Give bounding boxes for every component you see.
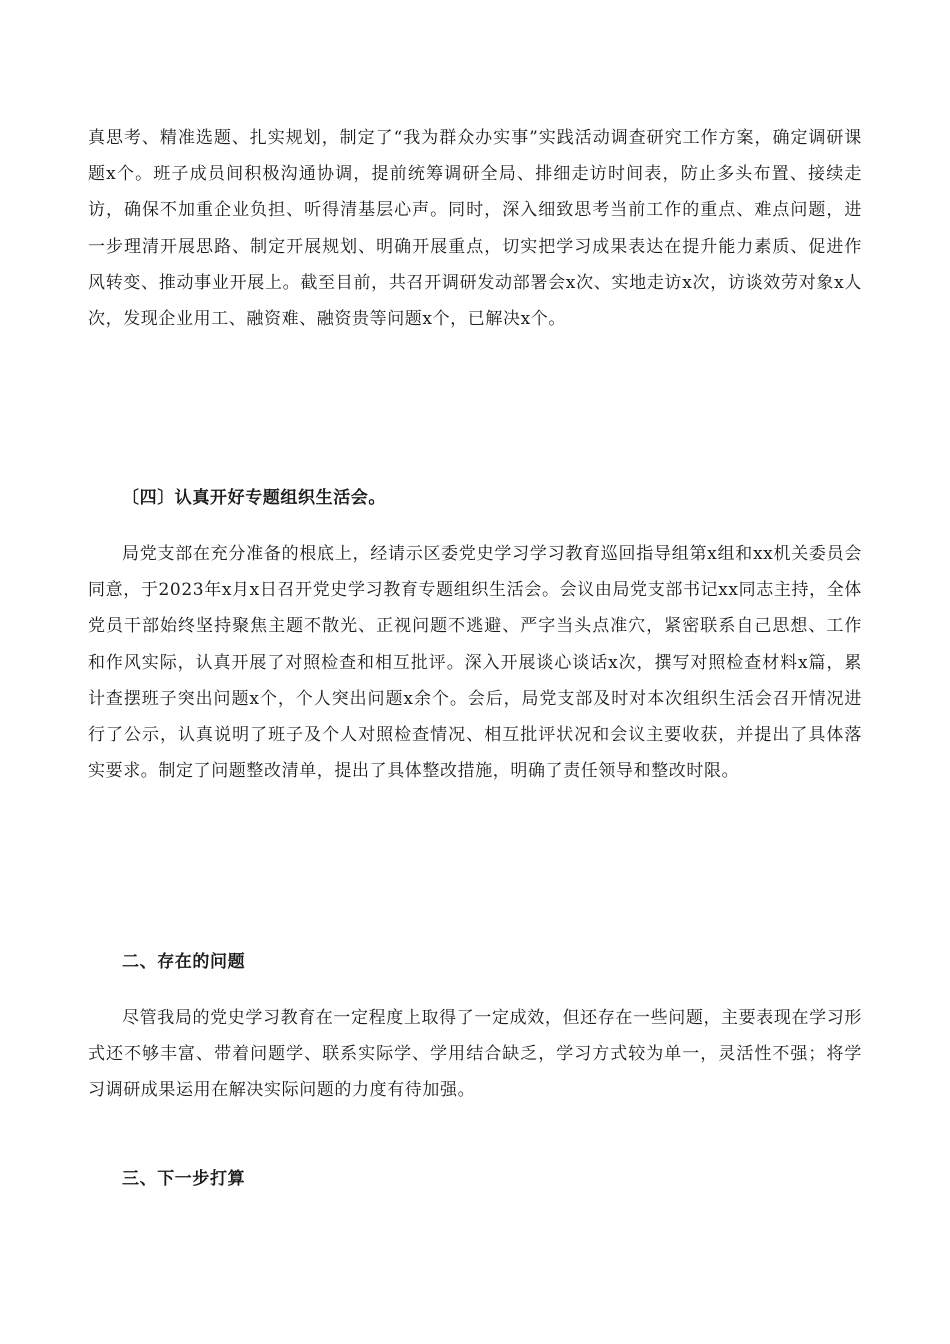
paragraph-research-work: 真思考、精准选题、扎实规划，制定了“我为群众办实事”实践活动调查研究工作方案，确定调研课题x个。班子成员间积极沟通协调，提前统筹调研全局、排细走访时间表，防止多头布置、接续走访，确保不加重企业负担、听得清基层心声。同时，深入细致思考当前工作的重点、难点问题，进一步理清开展思路、制定开展规划、明确开展重点，切实把学习成果表达在提升能力素质、促进作风转变、推动事业开展上。截至目前，共召开调研发动部署会x次、实地走访x次，访谈效劳对象x人次，发现企业用工、融资难、融资贵等问题x个，已解决x个。 (88, 128, 862, 330)
paragraph-existing-problems: 尽管我局的党史学习教育在一定程度上取得了一定成效，但还存在一些问题，主要表现在学习形式还不够丰富、带着问题学、联系实际学、学用结合缺乏，学习方式较为单一，灵活性不强；将学习调研成果运用在解决实际问题的力度有待加强。 (88, 1008, 862, 1101)
paragraph-organizational-meeting: 局党支部在充分准备的根底上，经请示区委党史学习学习教育巡回指导组第x组和xx机关委员会同意，于2023年x月x日召开党史学习教育专题组织生活会。会议由局党支部书记xx同志主持，全体党员干部始终坚持聚焦主题不散光、正视问题不逃避、严字当头点准穴，紧密联系自己思想、工作和作风实际，认真开展了对照检查和相互批评。深入开展谈心谈话x次，撰写对照检查材料x篇，累计查摆班子突出问题x个，个人突出问题x余个。会后，局党支部及时对本次组织生活会召开情况进行了公示，认真说明了班子及个人对照检查情况、相互批评状况和会议主要收获，并提出了具体落实要求。制定了问题整改清单，提出了具体整改措施，明确了责任领导和整改时限。 (88, 544, 862, 782)
section-heading-organizational-meeting: 〔四〕认真开好专题组织生活会。 (122, 488, 386, 508)
section-heading-next-steps: 三、下一步打算 (122, 1169, 246, 1189)
section-heading-existing-problems: 二、存在的问题 (122, 952, 246, 972)
